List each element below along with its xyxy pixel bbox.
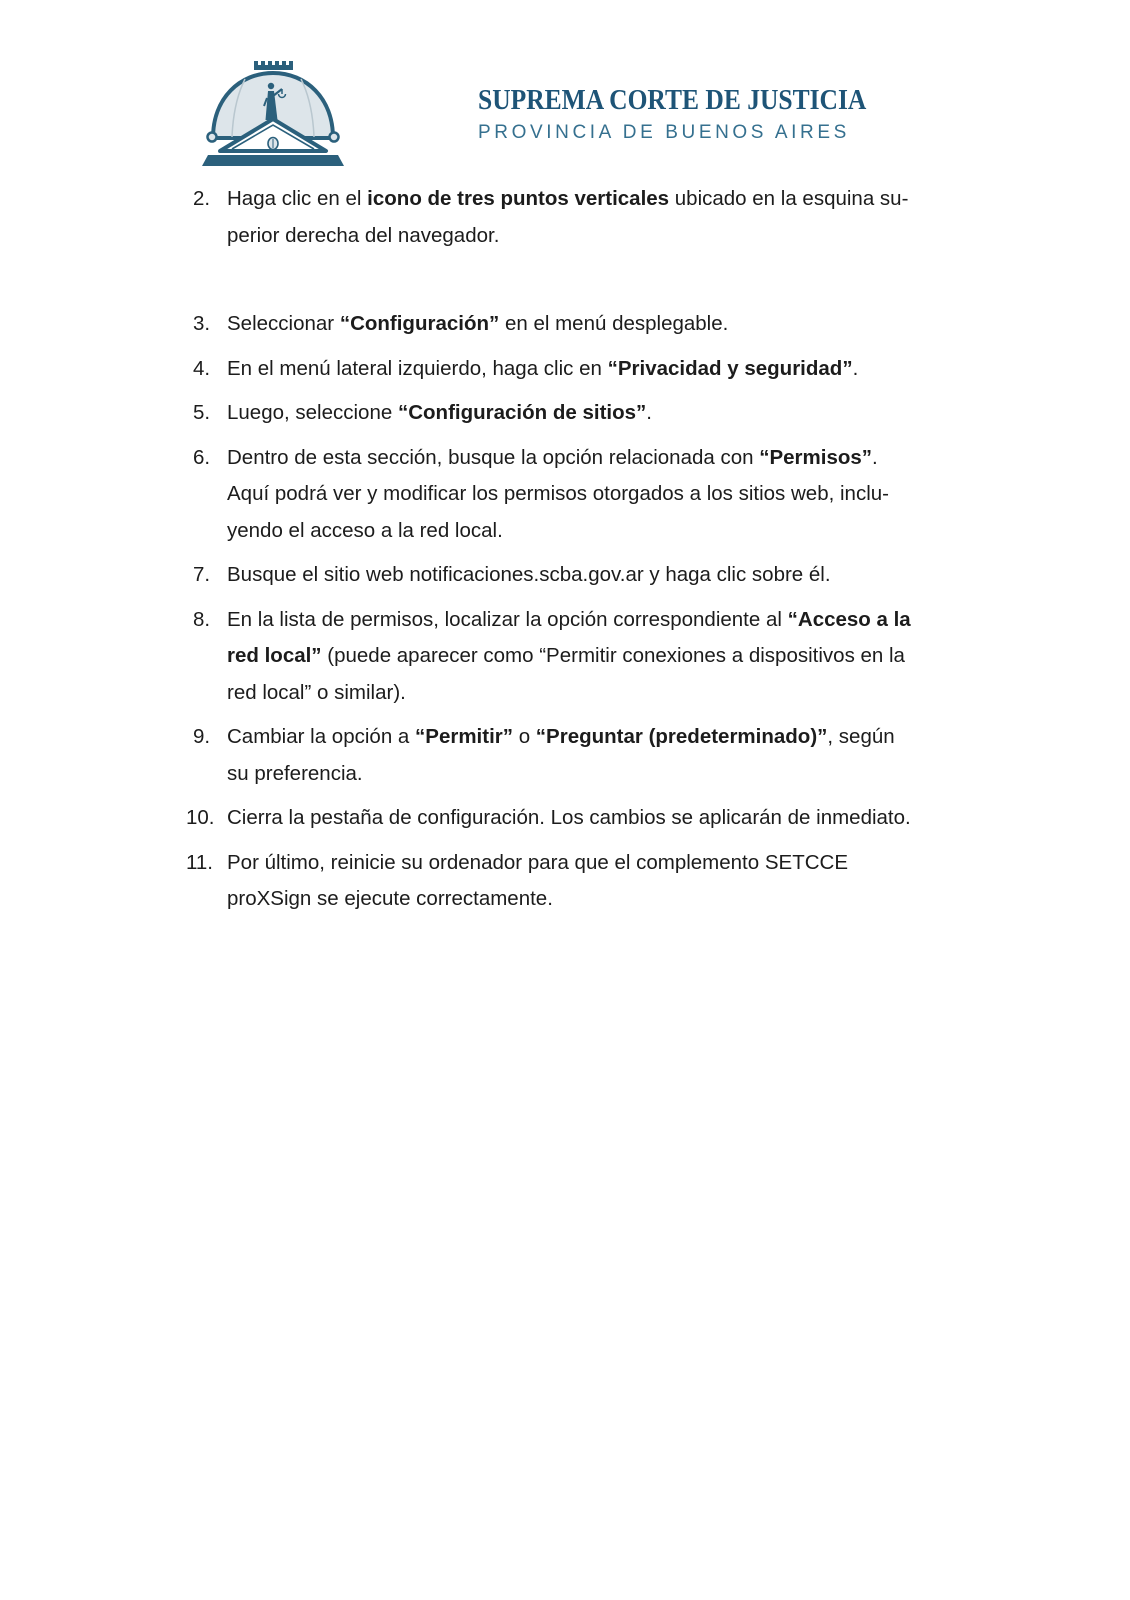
step-text: [227, 800, 996, 837]
step-text-line: En el menú lateral izquierdo, haga clic en “Privacidad y seguridad”.: [227, 356, 859, 380]
step-text-line: En la lista de permisos, localizar la opción correspondiente al “Acceso a la: [227, 607, 911, 631]
list-item: [186, 845, 996, 918]
step-text-line: Por último, reinicie su ordenador para que el complemento SETCCE: [227, 850, 848, 874]
step-text-line: red local” o similar).: [227, 680, 406, 704]
list-item: [186, 440, 996, 550]
step-text: [227, 557, 996, 594]
step-text-line: Cierra la pestaña de configuración. Los cambios se aplicarán de inmediato.: [227, 806, 911, 829]
logo-base: [202, 155, 344, 166]
instruction-list: [186, 181, 996, 926]
logo-crown: [254, 61, 293, 70]
step-number: 3.: [193, 312, 211, 335]
step-number: 2.: [193, 187, 211, 210]
step-number: 5.: [193, 401, 211, 424]
step-text-line: su preferencia.: [227, 761, 363, 785]
list-item: [186, 719, 996, 792]
step-text-line: perior derecha del navegador.: [227, 223, 500, 247]
step-text-line: Luego, seleccione “Configuración de sitios”.: [227, 401, 652, 424]
step-text-line: Cambiar la opción a “Permitir” o “Preguntar (predeterminado)”, según: [227, 725, 895, 748]
step-text: [227, 181, 996, 254]
step-text: [227, 602, 996, 712]
step-text: [227, 719, 996, 792]
list-item: [186, 602, 996, 712]
step-text-line: Dentro de esta sección, busque la opción relacionada con “Permisos”.: [227, 445, 878, 469]
header-text: [478, 84, 919, 145]
step-text: [227, 395, 996, 432]
step-number: 10.: [186, 806, 215, 829]
step-text-line: Aquí podrá ver y modificar los permisos otorgados a los sitios web, inclu-: [227, 482, 889, 505]
step-text-line: proXSign se ejecute correctamente.: [227, 887, 553, 910]
list-item: [186, 181, 996, 254]
step-text-line: red local” (puede aparecer como “Permitir conexiones a dispositivos en la: [227, 644, 905, 667]
step-text-line: Seleccionar “Configuración” en el menú desplegable.: [227, 312, 729, 335]
step-number: 8.: [193, 607, 211, 631]
step-number: 7.: [193, 563, 211, 586]
step-text-line: yendo el acceso a la red local.: [227, 518, 503, 542]
org-title: SUPREMA CORTE DE JUSTICIA: [478, 84, 867, 116]
org-subtitle: PROVINCIA DE BUENOS AIRES: [478, 122, 850, 143]
step-text: [227, 440, 996, 550]
step-number: 6.: [193, 445, 211, 469]
step-text: [227, 351, 996, 388]
step-text-line: Busque el sitio web notificaciones.scba.gov.ar y haga clic sobre él.: [227, 563, 831, 586]
step-number: 4.: [193, 356, 211, 380]
list-item: [186, 306, 996, 343]
list-item: [186, 351, 996, 388]
step-text-line: Haga clic en el icono de tres puntos verticales ubicado en la esquina su-: [227, 187, 909, 210]
step-number: 9.: [193, 725, 211, 748]
scba-courthouse-dome-logo: [197, 58, 349, 168]
list-item: [186, 395, 996, 432]
list-item: [186, 557, 996, 594]
list-item: [186, 800, 996, 837]
step-number: 11.: [186, 850, 213, 874]
step-text: [227, 306, 996, 343]
step-text: [227, 845, 996, 918]
